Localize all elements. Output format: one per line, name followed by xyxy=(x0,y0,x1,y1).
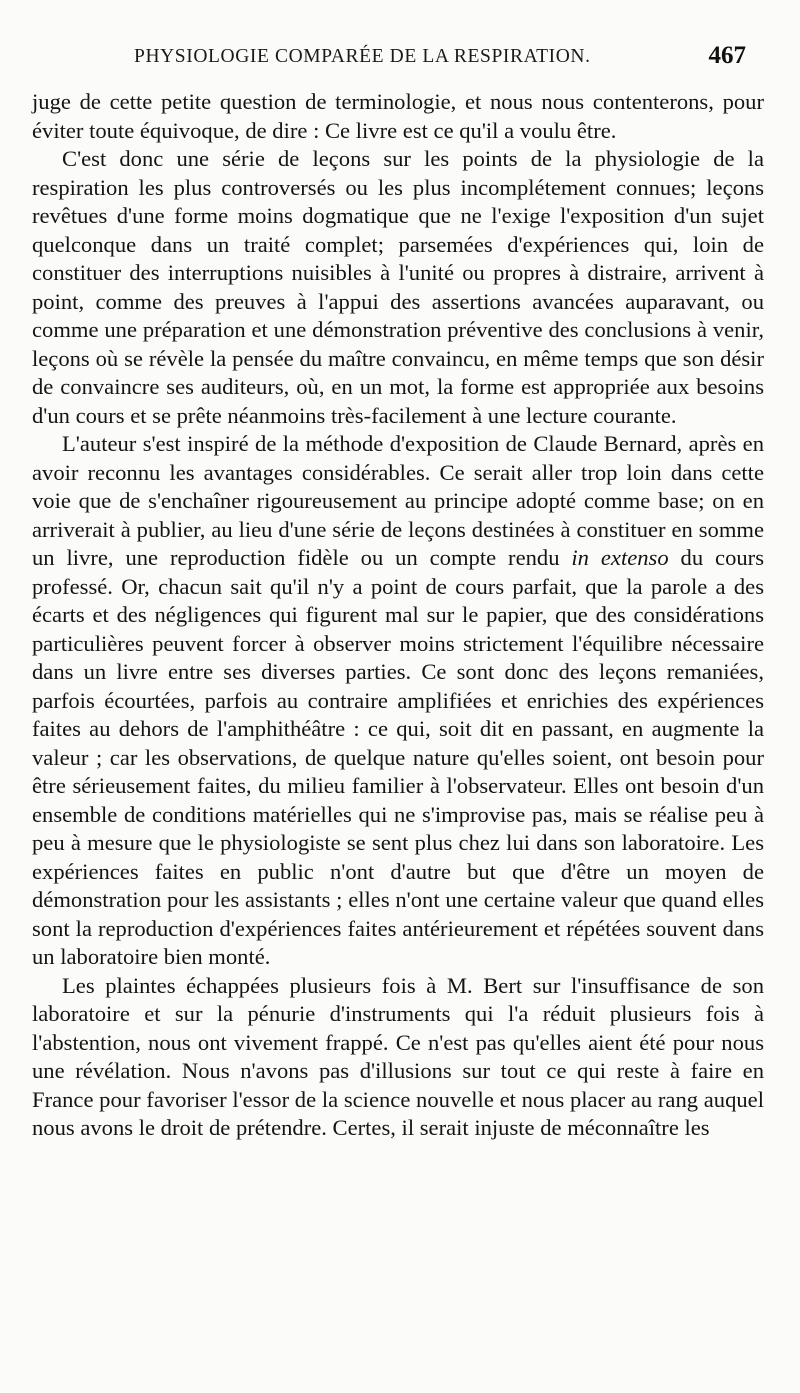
running-head xyxy=(134,42,746,72)
paragraph-methode-part-2: du cours professé. Or, chacun sait qu'il n'y a point de cours parfait, que la parole a des écarts et des négligences qui figurent mal sur le papier, que des considérations particulières peuvent forcer à observer moins strictement l'équilibre nécessaire dans un livre entre ses diverses parties. Ce sont donc des leçons remaniées, parfois écourtées, parfois au contraire amplifiées et enrichies des expériences faites au dehors de l'amphithéâtre : ce qui, soit dit en passant, en augmente la valeur ; car les observations, de quelque nature qu'elles soient, ont besoin pour être sérieusement faites, du milieu familier à l'observateur. Elles ont besoin d'un ensemble de conditions matérielles qui ne s'improvise pas, mais se réalise peu à peu à mesure que le physiologiste se sent plus chez lui dans son laboratoire. Les expériences faites en public n'ont d'autre but que d'être un moyen de démonstration pour les assistants ; elles n'ont une certaine valeur que quand elles sont la reproduction d'expériences faites antérieurement et répétées souvent dans un laboratoire bien monté. xyxy=(32,545,764,969)
paragraph-continuation: juge de cette petite question de terminologie, et nous nous contenterons, pour éviter toute équivoque, de dire : Ce livre est ce qu'il a voulu être. xyxy=(32,89,764,143)
body-text xyxy=(32,88,764,1143)
page-number: 467 xyxy=(708,42,746,69)
paragraph-methode xyxy=(32,430,764,972)
paragraph-lecons: C'est donc une série de leçons sur les points de la physiologie de la respiration les plus controversés ou les plus incomplétement connues; leçons revêtues d'une forme moins dogmatique que ne l'exige l'exposition d'un sujet quelconque dans un traité complet; parsemées d'expériences qui, loin de constituer des interruptions nuisibles à l'unité ou propres à distraire, arrivent à point, comme des preuves à l'appui des assertions avancées auparavant, ou comme une préparation et une démonstration préventive des conclusions à venir, leçons où se révèle la pensée du maître convaincu, en même temps que son désir de convaincre ses auditeurs, où, en un mot, la forme est appropriée aux besoins d'un cours et se prête néanmoins très-facilement à une lecture courante. xyxy=(32,146,764,428)
running-title: PHYSIOLOGIE COMPARÉE DE LA RESPIRATION. xyxy=(134,46,591,67)
paragraph-plaintes: Les plaintes échappées plusieurs fois à M. Bert sur l'insuffisance de son laboratoire et sur la pénurie d'instruments qui l'a réduit plusieurs fois à l'abstention, nous ont vivement frappé. Ce n'est pas qu'elles aient été pour nous une révélation. Nous n'avons pas d'illusions sur tout ce qui reste à faire en France pour favoriser l'essor de la science nouvelle et nous placer au rang auquel nous avons le droit de prétendre. Certes, il serait injuste de méconnaître les xyxy=(32,972,764,1140)
italic-in-extenso: in extenso xyxy=(571,545,669,570)
paragraph-methode-part-1: L'auteur s'est inspiré de la méthode d'exposition de Claude Bernard, après en avoir reconnu les avantages considérables. Ce serait aller trop loin dans cette voie que de s'enchaîner rigoureusement au principe adopté comme base; on en arriverait à publier, au lieu d'une série de leçons destinées à constituer en somme un livre, une reproduction fidèle ou un compte rendu xyxy=(32,431,764,570)
